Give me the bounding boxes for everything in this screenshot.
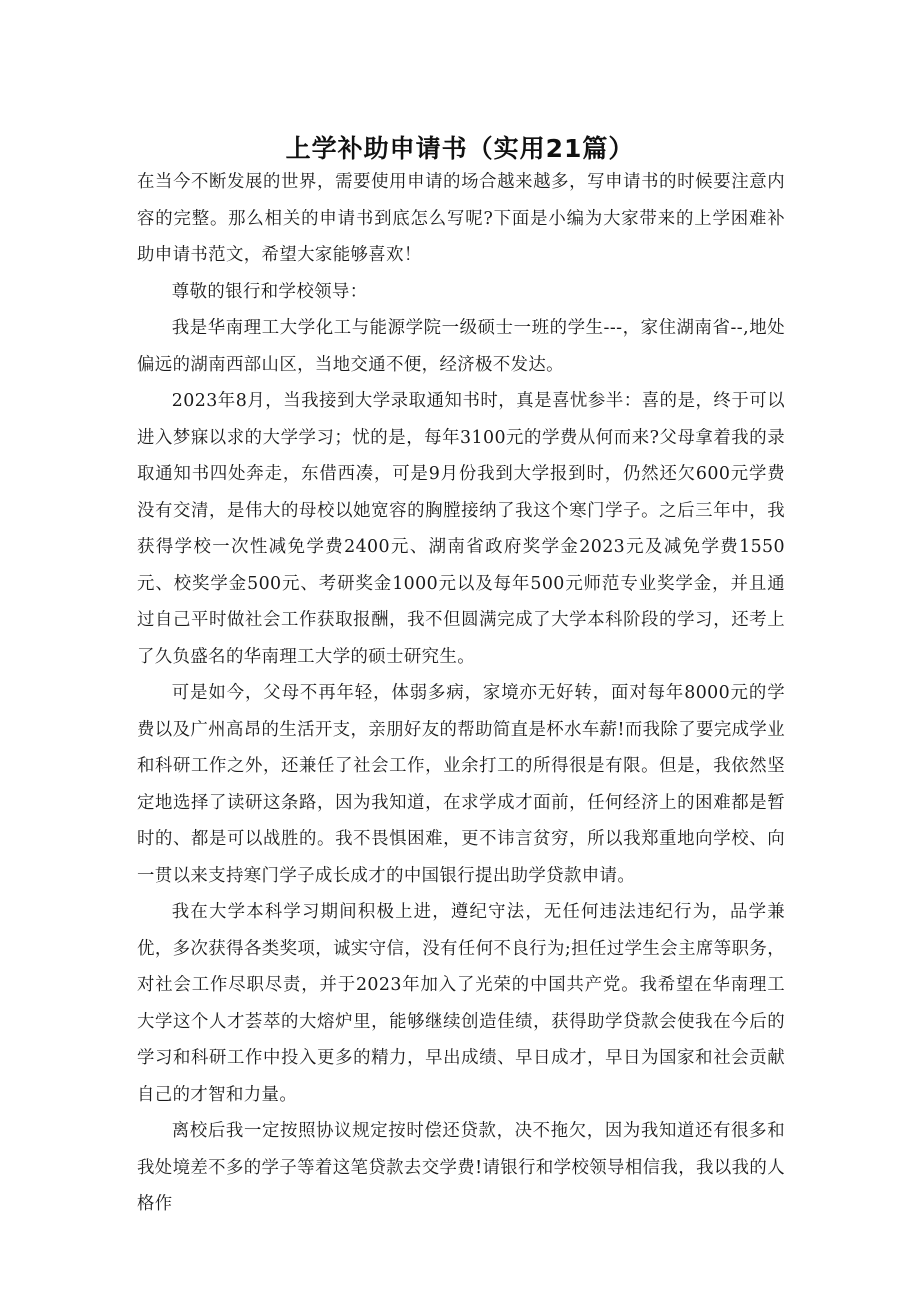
body-paragraph: 离校后我一定按照协议规定按时偿还贷款，决不拖欠，因为我知道还有很多和我处境差不多的学子等着这笔贷款去交学费!请银行和学校领导相信我，我以我的人格作 [137,1121,785,1214]
body-paragraph: 可是如今，父母不再年轻，体弱多病，家境亦无好转，面对每年8000元的学费以及广州高昂的生活开支，亲朋好友的帮助简直是杯水车薪!而我除了要完成学业和科研工作之外，还兼任了社会工作，业余打工的所得很是有限。但是，我依然坚定地选择了读研这条路，因为我知道，在求学成才面前，任何经济上的困难都是暂时的、都是可以战胜的。我不畏惧困难，更不讳言贫穷，所以我郑重地向学校、向一贯以来支持寒门学子成长成才的中国银行提出助学贷款申请。 [137,683,785,886]
document-body [137,164,785,1223]
body-paragraph: 2023年8月，当我接到大学录取通知书时，真是喜忧参半：喜的是，终于可以进入梦寐以求的大学学习；忧的是，每年3100元的学费从何而来?父母拿着我的录取通知书四处奔走，东借西凑，可是9月份我到大学报到时，仍然还欠600元学费没有交清，是伟大的母校以她宽容的胸膛接纳了我这个寒门学子。之后三年中，我获得学校一次性减免学费2400元、湖南省政府奖学金2023元及减免学费1550元、校奖学金500元、考研奖金1000元以及每年500元师范专业奖学金，并且通过自己平时做社会工作获取报酬，我不但圆满完成了大学本科阶段的学习，还考上了久负盛名的华南理工大学的硕士研究生。 [137,391,785,667]
intro-paragraph: 在当今不断发展的世界，需要使用申请的场合越来越多，写申请书的时候要注意内容的完整。那么相关的申请书到底怎么写呢?下面是小编为大家带来的上学困难补助申请书范文，希望大家能够喜欢！ [137,172,785,265]
body-paragraph: 我是华南理工大学化工与能源学院一级硕士一班的学生---，家住湖南省--,地处偏远的湖南西部山区，当地交通不便，经济极不发达。 [137,318,785,375]
salutation: 尊敬的银行和学校领导： [171,281,368,302]
body-paragraph: 我在大学本科学习期间积极上进，遵纪守法，无任何违法违纪行为，品学兼优，多次获得各类奖项，诚实守信，没有任何不良行为;担任过学生会主席等职务，对社会工作尽职尽责，并于2023年加入了光荣的中国共产党。我希望在华南理工大学这个人才荟萃的大熔炉里，能够继续创造佳绩，获得助学贷款会使我在今后的学习和科研工作中投入更多的精力，早出成绩、早日成才，早日为国家和社会贡献自己的才智和力量。 [137,902,785,1105]
document-title: 上学补助申请书（实用21篇） [285,133,635,163]
